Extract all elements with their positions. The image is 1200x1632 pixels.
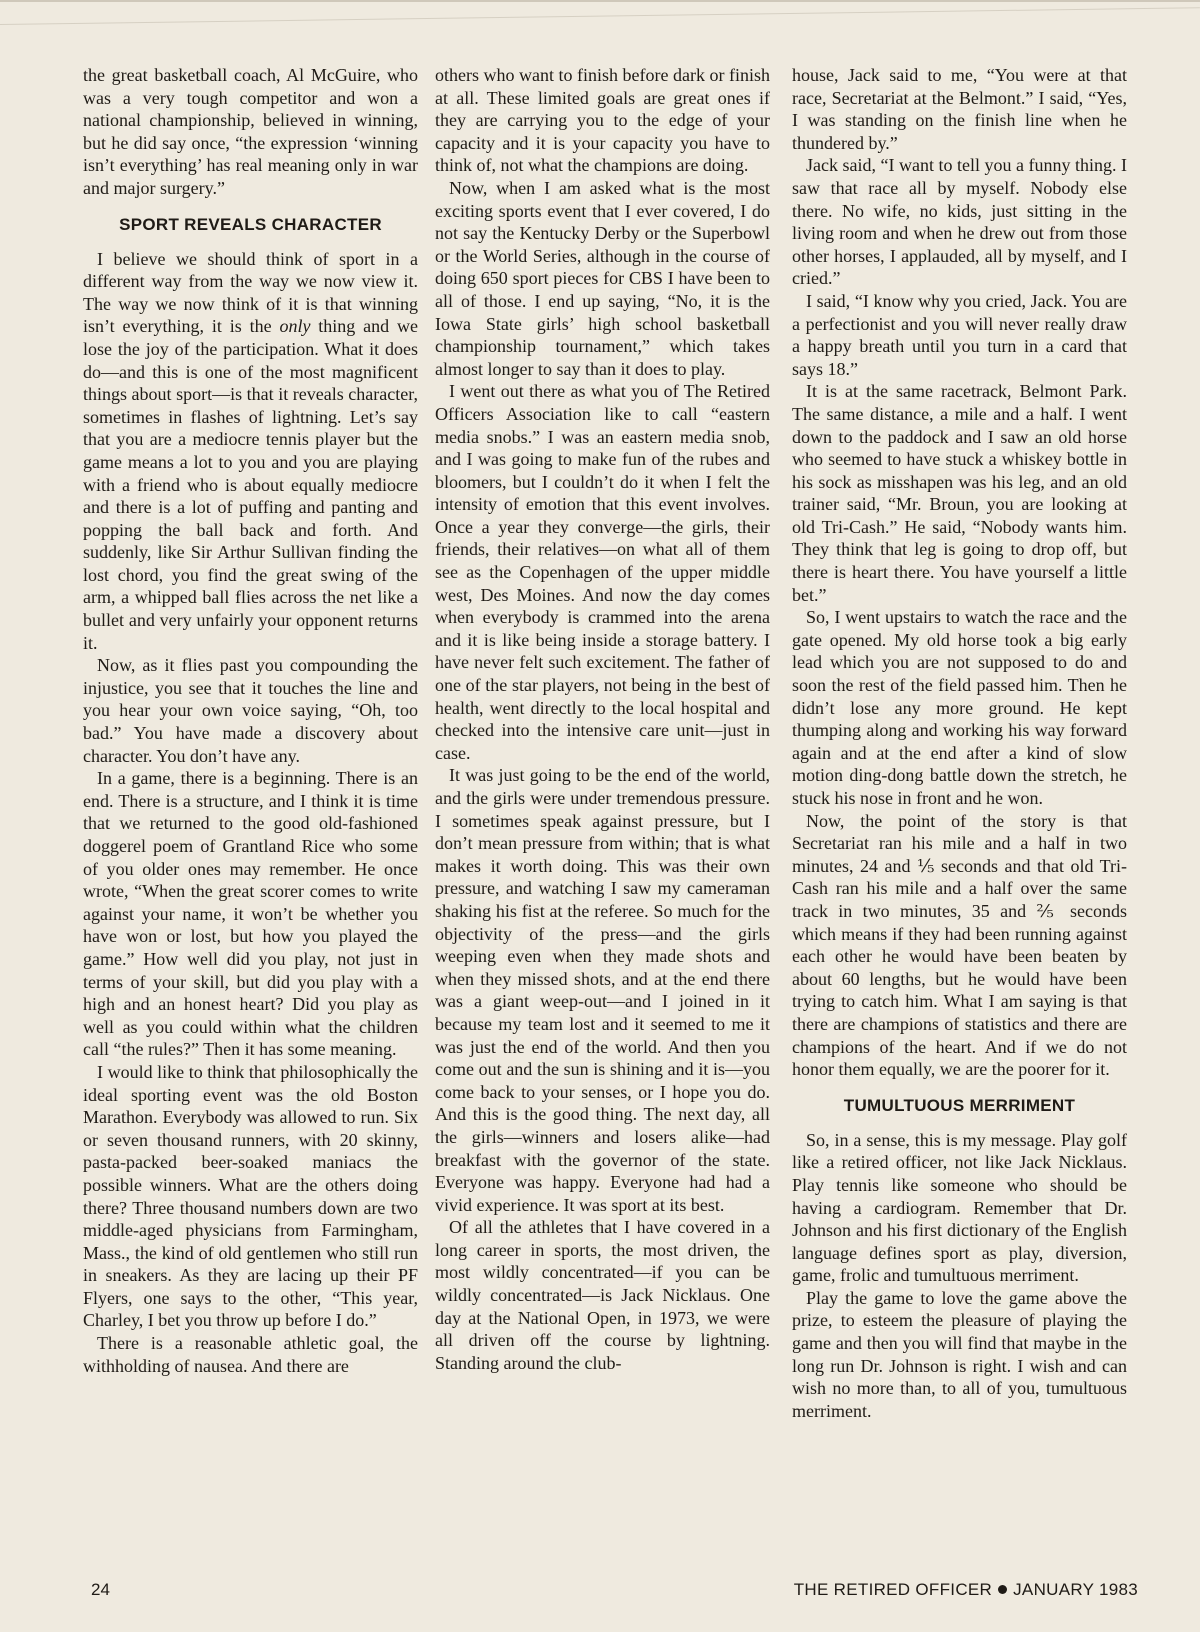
- section-heading: TUMULTUOUS MERRIMENT: [843, 1095, 1076, 1115]
- top-rule: [0, 0, 1200, 42]
- page-footer: [0, 1580, 1200, 1608]
- publication-name: THE RETIRED OFFICER: [793, 1580, 993, 1599]
- paragraph: I would like to think that philosophically the ideal sporting event was the old Boston Marathon. Everybody was allowed to run. Six or seven thousand runners, with 20 skinny, pasta-packed beer-soaked maniacs the possible winners. What are the others doing there? Three thousand numbers down are two middle-aged physicians from Farmingham, Mass., the kind of old gentlemen who still run in sneakers. As they are lacing up their PF Flyers, one says to the other, “This year, Charley, I bet you throw up before I do.”: [83, 1061, 418, 1331]
- emphasis: only: [279, 316, 311, 337]
- paragraph: Play the game to love the game above the prize, to esteem the pleasure of playing the game and then you will find that maybe in the long run Dr. Johnson is right. I wish and can wish no more than, to all of you, tumultuous merriment.: [792, 1287, 1127, 1421]
- text-span: thing and we lose the joy of the participation. What it does do—and this is one of the most magnificent things about sport—is that it reveals character, sometimes in flashes of lightning. Let’s say that you are a mediocre tennis player but the game means a lot to you and you are playing with a friend who is about equally mediocre and there is a lot of puffing and panting and popping the ball back and forth. And suddenly, like Sir Arthur Sullivan finding the lost chord, you find the great swing of the arm, a whipped ball flies across the net like a bullet and very unfairly your opponent returns it.: [83, 316, 418, 653]
- paragraph: Now, when I am asked what is the most exciting sports event that I ever covered, I do not say the Kentucky Derby or the Superbowl or the World Series, although in the course of doing 650 sport pieces for CBS I have been to all of those. I end up saying, “No, it is the Iowa State girls’ high school basketball championship tournament,” which takes almost longer to say than it does to play.: [435, 177, 770, 379]
- paragraph: There is a reasonable athletic goal, the withholding of nausea. And there are: [83, 1333, 418, 1376]
- paragraph: I said, “I know why you cried, Jack. You are a perfectionist and you will never really draw a happy breath until you turn in a card that says 18.”: [792, 290, 1127, 379]
- column-1: [83, 64, 418, 1377]
- paragraph: It was just going to be the end of the world, and the girls were under tremendous pressure. I sometimes speak against pressure, but I don’t mean pressure from within; that is what makes it worth doing. This was their own pressure, and watching I saw my cameraman shaking his fist at the referee. So much for the objectivity of the press—and the girls weeping even when they made shots and when they missed shots, and at the end there was a giant weep-out—and I joined in it because my team lost and it seemed to me it was just the end of the world. And then you come out and the sun is shining and it is—you come back to your senses, or I hope you do. And this is the good thing. The next day, all the girls—winners and losers alike—had breakfast with the governor of the state. Everyone was happy. Everyone had had a vivid experience. It was sport at its best.: [435, 765, 770, 1215]
- paragraph: [83, 248, 418, 655]
- paragraph: others who want to finish before dark or finish at all. These limited goals are great ones if they are carrying you to the edge of your capacity and it is your capacity you have to think of, not what the champions are doing.: [435, 65, 770, 176]
- bullet-icon: [998, 1585, 1007, 1594]
- page-number: 24: [91, 1580, 110, 1599]
- text-span: I believe we should think of sport in a different way from the way we now view it. The way we now think of it is that winning isn’t everything, it is the: [83, 248, 418, 337]
- column-2: [435, 64, 770, 1374]
- section-heading: SPORT REVEALS CHARACTER: [119, 214, 382, 234]
- paragraph: Now, as it flies past you compounding the injustice, you see that it touches the line and you hear your own voice saying, “Oh, too bad.” You have made a discovery about character. You don’t have any.: [83, 655, 418, 766]
- paragraph: I went out there as what you of The Retired Officers Association like to call “eastern media snobs.” I was an eastern media snob, and I was going to make fun of the rubes and bloomers, but I couldn’t do it when I felt the intensity of emotion that this event involves. Once a year they converge—the girls, their friends, their relatives—on what all of them see as the Copenhagen of the upper middle west, Des Moines. And now the day comes when everybody is crammed into the arena and it is like being inside a storage battery. I have never felt such excitement. The father of one of the star players, not being in the best of health, went directly to the local hospital and checked into the intensive care unit—just in case.: [435, 381, 770, 763]
- paragraph: In a game, there is a beginning. There is an end. There is a structure, and I think it is time that we returned to the good old-fashioned doggerel poem of Grantland Rice who some of you older ones may remember. He once wrote, “When the great scorer comes to write against your name, it won’t be whether you have won or lost, but how you played the game.” How well did you play, not just in terms of your skill, but did you play with a high and an honest heart? Did you play as well as you could within what the children call “the rules?” Then it has some meaning.: [83, 768, 418, 1060]
- column-3: [792, 64, 1127, 1422]
- paragraph: It is at the same racetrack, Belmont Park. The same distance, a mile and a half. I went down to the paddock and I saw an old horse who seemed to have stuck a whiskey bottle in his sock as misshapen was his leg, and an old trainer said, “Mr. Broun, you are looking at old Tri-Cash.” He said, “Nobody wants him. They think that leg is going to drop off, but there is heart there. You have yourself a little bet.”: [792, 381, 1127, 605]
- paragraph: house, Jack said to me, “You were at that race, Secretariat at the Belmont.” I said, “Yes, I was standing on the finish line when he thundered by.”: [792, 65, 1127, 153]
- issue-date: JANUARY 1983: [1013, 1580, 1138, 1599]
- paragraph: So, I went upstairs to watch the race and the gate opened. My old horse took a big early lead which you are not supposed to do and soon the rest of the field passed him. Then he didn’t lose any more ground. He kept thumping along and working his way forward again and at the end after a kind of slow motion ding-dong battle down the stretch, he stuck his nose in front and he won.: [792, 607, 1127, 808]
- paragraph: Of all the athletes that I have covered in a long career in sports, the most driven, the most wildly concentrated—if you can be wildly concentrated—is Jack Nicklaus. One day at the National Open, in 1973, we were all driven off the course by lightning. Standing around the club-: [435, 1217, 770, 1373]
- paragraph: Now, the point of the story is that Secretariat ran his mile and a half in two minutes, 24 and ⅕ seconds and that old Tri-Cash ran his mile and a half over the same track in two minutes, 35 and ⅖ seconds which means if they had been running against each other he would have been beaten by about 60 lengths, but he would have been trying to catch him. What I am saying is that there are champions of statistics and there are champions of the heart. And if we do not honor them equally, we are the poorer for it.: [792, 810, 1127, 1080]
- paragraph: So, in a sense, this is my message. Play golf like a retired officer, not like Jack Nicklaus. Play tennis like someone who should be having a cardiogram. Remember that Dr. Johnson and his first dictionary of the English language defines sport as play, diversion, game, frolic and tumultuous merriment.: [792, 1129, 1127, 1286]
- paragraph: Jack said, “I want to tell you a funny thing. I saw that race all by myself. Nobody else there. No wife, no kids, just sitting in the living room and when he drew out from those other horses, I applauded, all by myself, and I cried.”: [792, 155, 1127, 289]
- running-footer: [794, 1580, 1138, 1600]
- paragraph: the great basketball coach, Al McGuire, who was a very tough competitor and won a national championship, believed in winning, but he did say once, “the expression ‘winning isn’t everything’ has real meaning only in war and major surgery.”: [83, 65, 418, 198]
